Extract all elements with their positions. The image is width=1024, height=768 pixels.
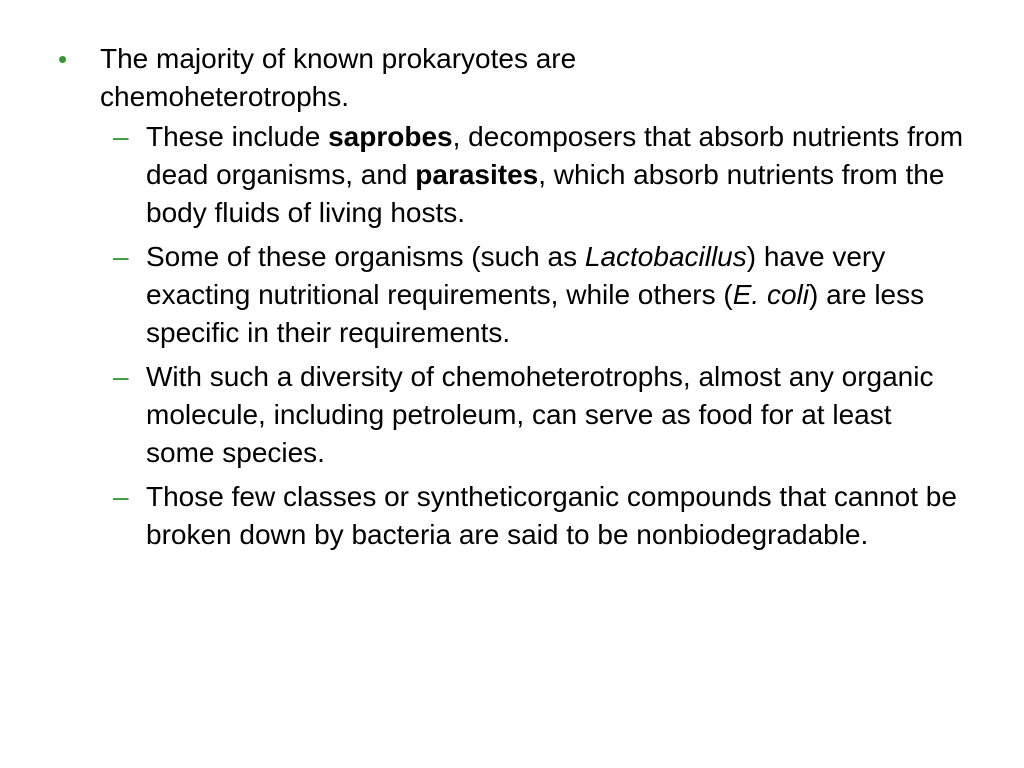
sub-point-nonbiodegradable bbox=[58, 478, 966, 554]
term-parasites: parasites bbox=[415, 159, 539, 190]
sub-point-saprobes-parasites bbox=[58, 118, 966, 232]
sub-point-text: Those few classes or syntheticorganic compounds that cannot be broken down by bacteria are said to be nonbiodegradable. bbox=[146, 481, 957, 550]
term-saprobes: saprobes bbox=[328, 121, 453, 152]
slide-content bbox=[58, 40, 978, 560]
sub-point-diversity bbox=[58, 358, 966, 472]
sub-point-nutritional-requirements bbox=[58, 238, 966, 352]
sub-point-text: With such a diversity of chemoheterotrophs, almost any organic molecule, including petroleum, can serve as food for at least some species. bbox=[146, 361, 934, 468]
term-e-coli: E. coli bbox=[732, 279, 809, 310]
main-point-text: The majority of known prokaryotes are chemoheterotrophs. bbox=[100, 43, 577, 112]
sub-point-text: Some of these organisms (such as Lactobacillus) have very exacting nutritional requirements, while others (E. coli) are less specific in their requirements. bbox=[146, 241, 925, 348]
sub-point-list bbox=[58, 118, 978, 554]
bullet-icon: • bbox=[58, 44, 68, 74]
term-lactobacillus: Lactobacillus bbox=[584, 241, 747, 272]
main-bullet-point bbox=[58, 40, 740, 116]
sub-point-text: These include saprobes, decomposers that absorb nutrients from dead organisms, and parasites, which absorb nutrients from the body fluids of living hosts. bbox=[146, 121, 964, 228]
dash-icon: – bbox=[113, 241, 129, 272]
dash-icon: – bbox=[113, 361, 129, 392]
dash-icon: – bbox=[113, 481, 129, 512]
dash-icon: – bbox=[113, 121, 129, 152]
